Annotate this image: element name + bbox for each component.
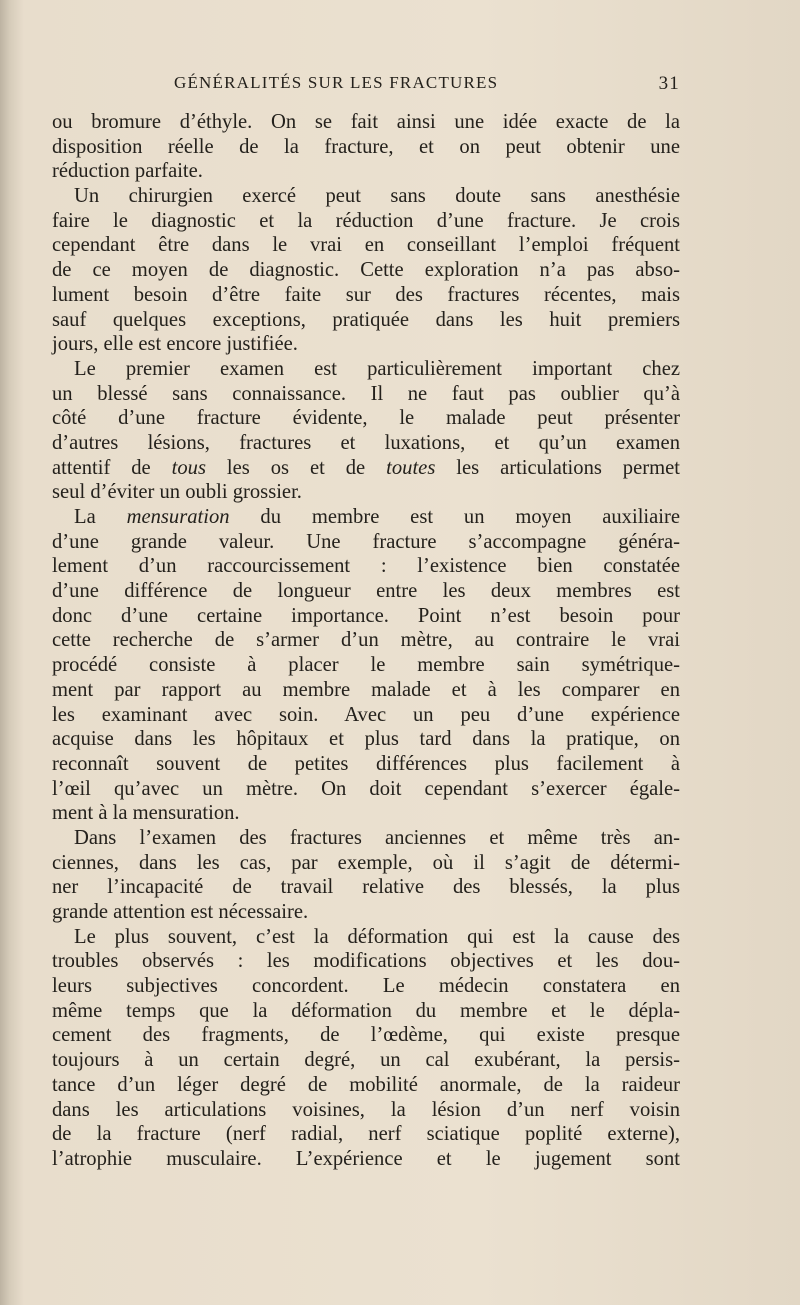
emphasis-toutes: toutes <box>386 456 436 479</box>
text-line: ment par rapport au membre malade et à les comparer en <box>52 678 680 701</box>
text-line: de la fracture (nerf radial, nerf sciatique poplité externe), <box>52 1123 680 1146</box>
text-line: procédé consiste à placer le membre sain symétrique- <box>52 654 680 677</box>
text-line: l’atrophie musculaire. L’expérience et le jugement sont <box>52 1147 680 1170</box>
text-run: La <box>74 506 96 528</box>
text-line: faire le diagnostic et la réduction d’une fracture. Je crois <box>52 209 680 232</box>
running-head <box>50 73 680 97</box>
text-line: jours, elle est encore justifiée. <box>52 333 298 356</box>
text-line: ciennes, dans les cas, par exemple, où il s’agit de détermi- <box>52 851 680 874</box>
text-line: Le premier examen est particulièrement important chez <box>74 357 680 380</box>
text-line: Un chirurgien exercé peut sans doute sans anesthésie <box>74 185 680 208</box>
text-line: Dans l’examen des fractures anciennes et même très an- <box>74 826 680 849</box>
text-run: attentif de <box>52 456 151 479</box>
text-line: réduction parfaite. <box>52 160 203 183</box>
text-line: lument besoin d’être faite sur des fractures récentes, mais <box>52 283 680 306</box>
text-line: cette recherche de s’armer d’un mètre, au contraire le vrai <box>52 629 680 652</box>
text-line: ner l’incapacité de travail relative des blessés, la plus <box>52 876 680 899</box>
text-line: d’autres lésions, fractures et luxations, et qu’un examen <box>52 431 680 454</box>
text-line: cependant être dans le vrai en conseillant l’emploi fréquent <box>52 234 680 257</box>
text-line: un blessé sans connaissance. Il ne faut pas oublier qu’à <box>52 382 680 405</box>
text-line: d’une grande valeur. Une fracture s’accompagne généra- <box>52 530 680 553</box>
running-title: GÉNÉRALITÉS SUR LES FRACTURES <box>174 73 499 92</box>
text-line-mixed <box>52 456 680 481</box>
text-line: toujours à un certain degré, un cal exubérant, la persis- <box>52 1049 680 1072</box>
text-line: dans les articulations voisines, la lésion d’un nerf voisin <box>52 1098 680 1121</box>
text-run: les os et de <box>226 456 366 479</box>
text-line: reconnaît souvent de petites différences plus facilement à <box>52 752 680 775</box>
text-line: donc d’une certaine importance. Point n’est besoin pour <box>52 604 680 627</box>
text-line: même temps que la déformation du membre et le dépla- <box>52 999 680 1022</box>
text-line: troubles observés : les modifications objectives et les dou- <box>52 950 680 973</box>
page-number: 31 <box>658 73 680 94</box>
text-run: du membre est un moyen auxiliaire <box>260 506 681 528</box>
text-line: tance d’un léger degré de mobilité anormale, de la raideur <box>52 1073 680 1096</box>
text-line: l’œil qu’avec un mètre. On doit cependant s’exercer égale- <box>52 777 680 800</box>
body-text <box>52 110 680 1172</box>
text-line: seul d’éviter un oubli grossier. <box>52 481 302 504</box>
emphasis-tous: tous <box>171 456 206 479</box>
text-line: ment à la mensuration. <box>52 802 240 825</box>
text-line: disposition réelle de la fracture, et on peut obtenir une <box>52 135 680 158</box>
text-line-mixed <box>52 505 680 530</box>
text-line: leurs subjectives concordent. Le médecin constatera en <box>52 975 680 998</box>
text-line: de ce moyen de diagnostic. Cette exploration n’a pas abso- <box>52 259 680 282</box>
emphasis-mensuration: mensuration <box>126 506 230 528</box>
text-line: sauf quelques exceptions, pratiquée dans les huit premiers <box>52 308 680 331</box>
text-line: les examinant avec soin. Avec un peu d’une expérience <box>52 703 680 726</box>
text-line: d’une différence de longueur entre les deux membres est <box>52 580 680 603</box>
text-line: lement d’un raccourcissement : l’existence bien constatée <box>52 555 680 578</box>
text-line: ou bromure d’éthyle. On se fait ainsi une idée exacte de la <box>52 111 680 133</box>
text-line: cement des fragments, de l’œdème, qui existe presque <box>52 1024 680 1047</box>
text-line: grande attention est nécessaire. <box>52 901 309 923</box>
text-line: côté d’une fracture évidente, le malade peut présenter <box>52 407 680 430</box>
text-line: acquise dans les hôpitaux et plus tard dans la pratique, on <box>52 728 680 751</box>
text-line: Le plus souvent, c’est la déformation qui est la cause des <box>74 925 680 948</box>
text-run: les articulations permet <box>456 456 680 479</box>
